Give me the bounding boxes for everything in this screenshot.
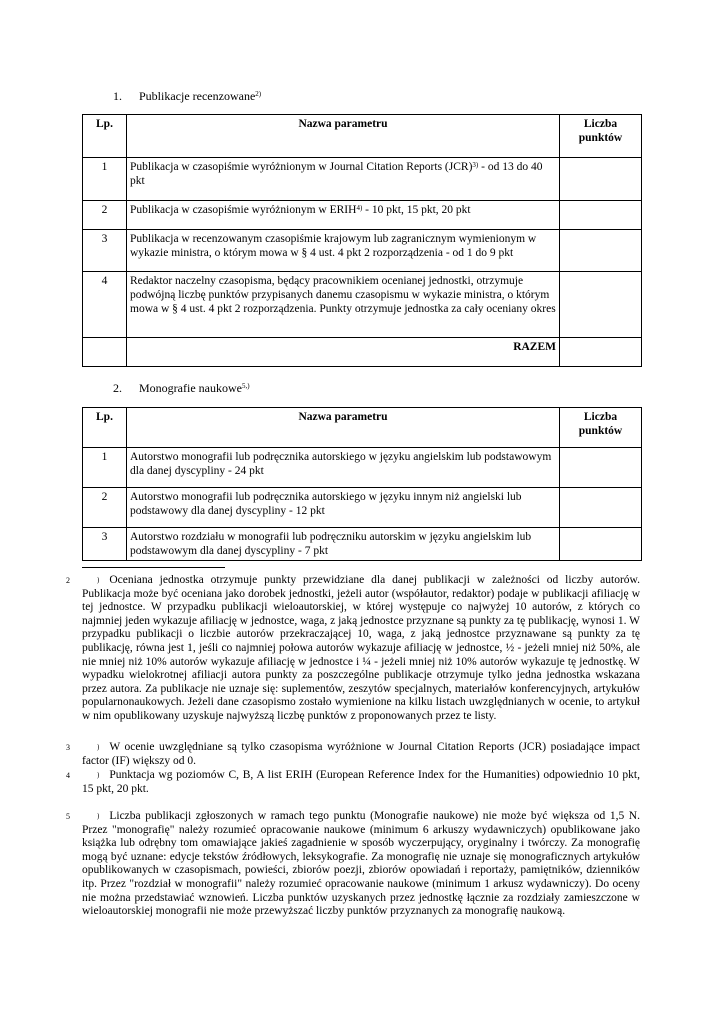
table-header-row (83, 408, 642, 448)
footnote-4 (66, 769, 640, 796)
footnote-text: W ocenie uwzględniane są tylko czasopisma wyróżnione w Journal Citation Reports (JCR) posiadające impact factor (IF) większy od 0. (82, 741, 640, 767)
section-1-table (82, 114, 642, 367)
section-1-title-sup: 2) (255, 90, 262, 98)
row-lp: 3 (83, 528, 127, 561)
row-lp: 3 (83, 230, 127, 272)
footnote-5 (66, 810, 640, 919)
row-name-sup: 3) (472, 161, 479, 169)
section-2-heading (113, 381, 250, 395)
row-lp: 1 (83, 448, 127, 488)
sum-points-cell[interactable] (560, 338, 642, 367)
table-row (83, 528, 642, 561)
row-name: Autorstwo monografii lub podręcznika autorskiego w języku angielskim lub podstawowym dla danej dyscypliny - 24 pkt (127, 448, 560, 488)
row-points-cell[interactable] (560, 201, 642, 230)
sum-label: RAZEM (127, 338, 560, 367)
table-row (83, 272, 642, 338)
table-row (83, 201, 642, 230)
section-1-title: Publikacje recenzowane (139, 89, 256, 103)
section-2-table (82, 407, 642, 561)
header-lp: Lp. (83, 115, 127, 158)
footnote-3 (66, 741, 640, 768)
row-points-cell[interactable] (560, 488, 642, 528)
footnote-separator (82, 567, 225, 568)
row-points-cell[interactable] (560, 230, 642, 272)
row-name: Autorstwo rozdziału w monografii lub podręczniku autorskim w języku angielskim lub podstawowym dla danej dyscypliny - 7 pkt (127, 528, 560, 561)
header-points: Liczba punktów (560, 408, 642, 448)
header-points: Liczba punktów (560, 115, 642, 158)
table-header-row (83, 115, 642, 158)
footnote-text: Punktacja wg poziomów C, B, A list ERIH (European Reference Index for the Humanities) odpowiednio 10 pkt, 15 pkt, 20 pkt. (82, 769, 640, 795)
footnote-mark: 4 (66, 771, 70, 780)
row-lp: 2 (83, 488, 127, 528)
row-name: Autorstwo monografii lub podręcznika autorskiego w języku innym niż angielski lub podstawowy dla danej dyscypliny - 12 pkt (127, 488, 560, 528)
row-points-cell[interactable] (560, 158, 642, 201)
row-name (127, 158, 560, 201)
row-points-cell[interactable] (560, 272, 642, 338)
footnote-paren: ) (97, 576, 100, 584)
table-row (83, 230, 642, 272)
row-name: Redaktor naczelny czasopisma, będący pracownikiem ocenianej jednostki, otrzymuje podwójną liczbę punktów przypisanych danemu czasopismu w wykazie ministra, o którym mowa w § 4 ust. 4 pkt 2 rozporządzenia. Punkty otrzymuje jednostka za cały oceniany okres (127, 272, 560, 338)
table-row (83, 158, 642, 201)
section-1-number: 1. (113, 89, 122, 103)
header-name: Nazwa parametru (127, 408, 560, 448)
row-lp: 1 (83, 158, 127, 201)
row-name-rest: - 10 pkt, 15 pkt, 20 pkt (362, 204, 471, 216)
footnote-mark: 3 (66, 743, 70, 752)
footnote-mark: 5 (66, 812, 70, 821)
footnote-text: Oceniana jednostka otrzymuje punkty przewidziane dla danej publikacji w zależności od liczby autorów. Publikacja może być oceniana jako dorobek jednostki, jeżeli autor (współautor, redaktor) podaje w publikacji afiliację w tej jednostce. W przypadku publikacji wieloautorskiej, w której występuje co najwyżej 10 autorów, z których co najmniej jeden wykazuje afiliację w jednostce, waga, z jaką jednostce przyznane są punkty za tę publikację, wynosi 1. W przypadku publikacji o liczbie autorów przekraczającej 10, waga, z jaką jednostce przyznawane są punkty za tę publikację, równa jest 1, jeśli co najmniej połowa autorów wykazuje afiliację w jednostce, ½ - jeżeli mniej niż 50%, ale nie mniej niż 10% autorów wykazuje afiliację w jednostce i ¼ - jeżeli mniej niż 10% autorów wykazuje tę jednostkę. W wypadku wielokrotnej afiliacji autora punkty za poszczególne publikacje otrzymuje tylko jedna jednostka wskazana przez autora. Za publikacje nie uznaje się: suplementów, zeszytów specjalnych, materiałów konferencyjnych, artykułów popularnonaukowych. Jeżeli dane czasopismo zostało wymienione na kilku listach uwzględnianych w ocenie, to artykuł w nim opublikowany uzyskuje najwyższą liczbę punktów z proponowanych przez te listy. (82, 574, 640, 722)
footnote-mark: 2 (66, 576, 70, 585)
table-row (83, 448, 642, 488)
row-lp: 4 (83, 272, 127, 338)
row-lp: 2 (83, 201, 127, 230)
row-points-cell[interactable] (560, 528, 642, 561)
section-2-number: 2. (113, 381, 122, 395)
section-1-heading (113, 89, 261, 103)
row-name-text: Publikacja w czasopiśmie wyróżnionym w Journal Citation Reports (JCR) (130, 161, 473, 173)
section-2-title-sup: 5,) (241, 382, 250, 390)
footnote-paren: ) (97, 743, 100, 751)
footnote-text: Liczba publikacji zgłoszonych w ramach tego punktu (Monografie naukowe) nie może być większa od 1,5 N. Przez "monografię" należy rozumieć opracowanie naukowe (minimum 6 arkuszy wydawniczych) opublikowane jako książka lub odrębny tom omawiające jakieś zagadnienie w sposób wyczerpujący, oryginalny i twórczy. Za monografię mogą być uznane: edycje tekstów źródłowych, leksykografie. Za monografię nie uznaje się monograficznych artykułów opublikowanych w czasopismach, powieści, zbiorów poezji, zbiorów opowiadań i reportaży, pamiętników, dzienników itp. Przez "rozdział w monografii" należy rozumieć opracowanie naukowe (minimum 1 arkusz wydawniczy). Do oceny nie można przedstawiać wznowień. Liczba punktów uzyskanych przez jednostkę łącznie za rozdziały zamieszczone w wieloautorskiej monografii nie może przewyższać liczby punktów przyznanych za monografię naukową. (82, 810, 640, 918)
row-name (127, 201, 560, 230)
footnote-paren: ) (97, 771, 100, 779)
row-name-sup: 4) (356, 204, 363, 212)
sum-lp-empty (83, 338, 127, 367)
row-name: Publikacja w recenzowanym czasopiśmie krajowym lub zagranicznym wymienionym w wykazie ministra, o którym mowa w § 4 ust. 4 pkt 2 rozporządzenia - od 1 do 9 pkt (127, 230, 560, 272)
table-row (83, 488, 642, 528)
section-2-title: Monografie naukowe (139, 381, 242, 395)
row-name-rest: - od 13 do 40 pkt (130, 161, 543, 187)
header-lp: Lp. (83, 408, 127, 448)
footnote-paren: ) (97, 812, 100, 820)
table-sum-row (83, 338, 642, 367)
row-name-text: Publikacja w czasopiśmie wyróżnionym w ERIH (130, 204, 357, 216)
row-points-cell[interactable] (560, 448, 642, 488)
header-name: Nazwa parametru (127, 115, 560, 158)
footnote-2 (66, 574, 640, 724)
